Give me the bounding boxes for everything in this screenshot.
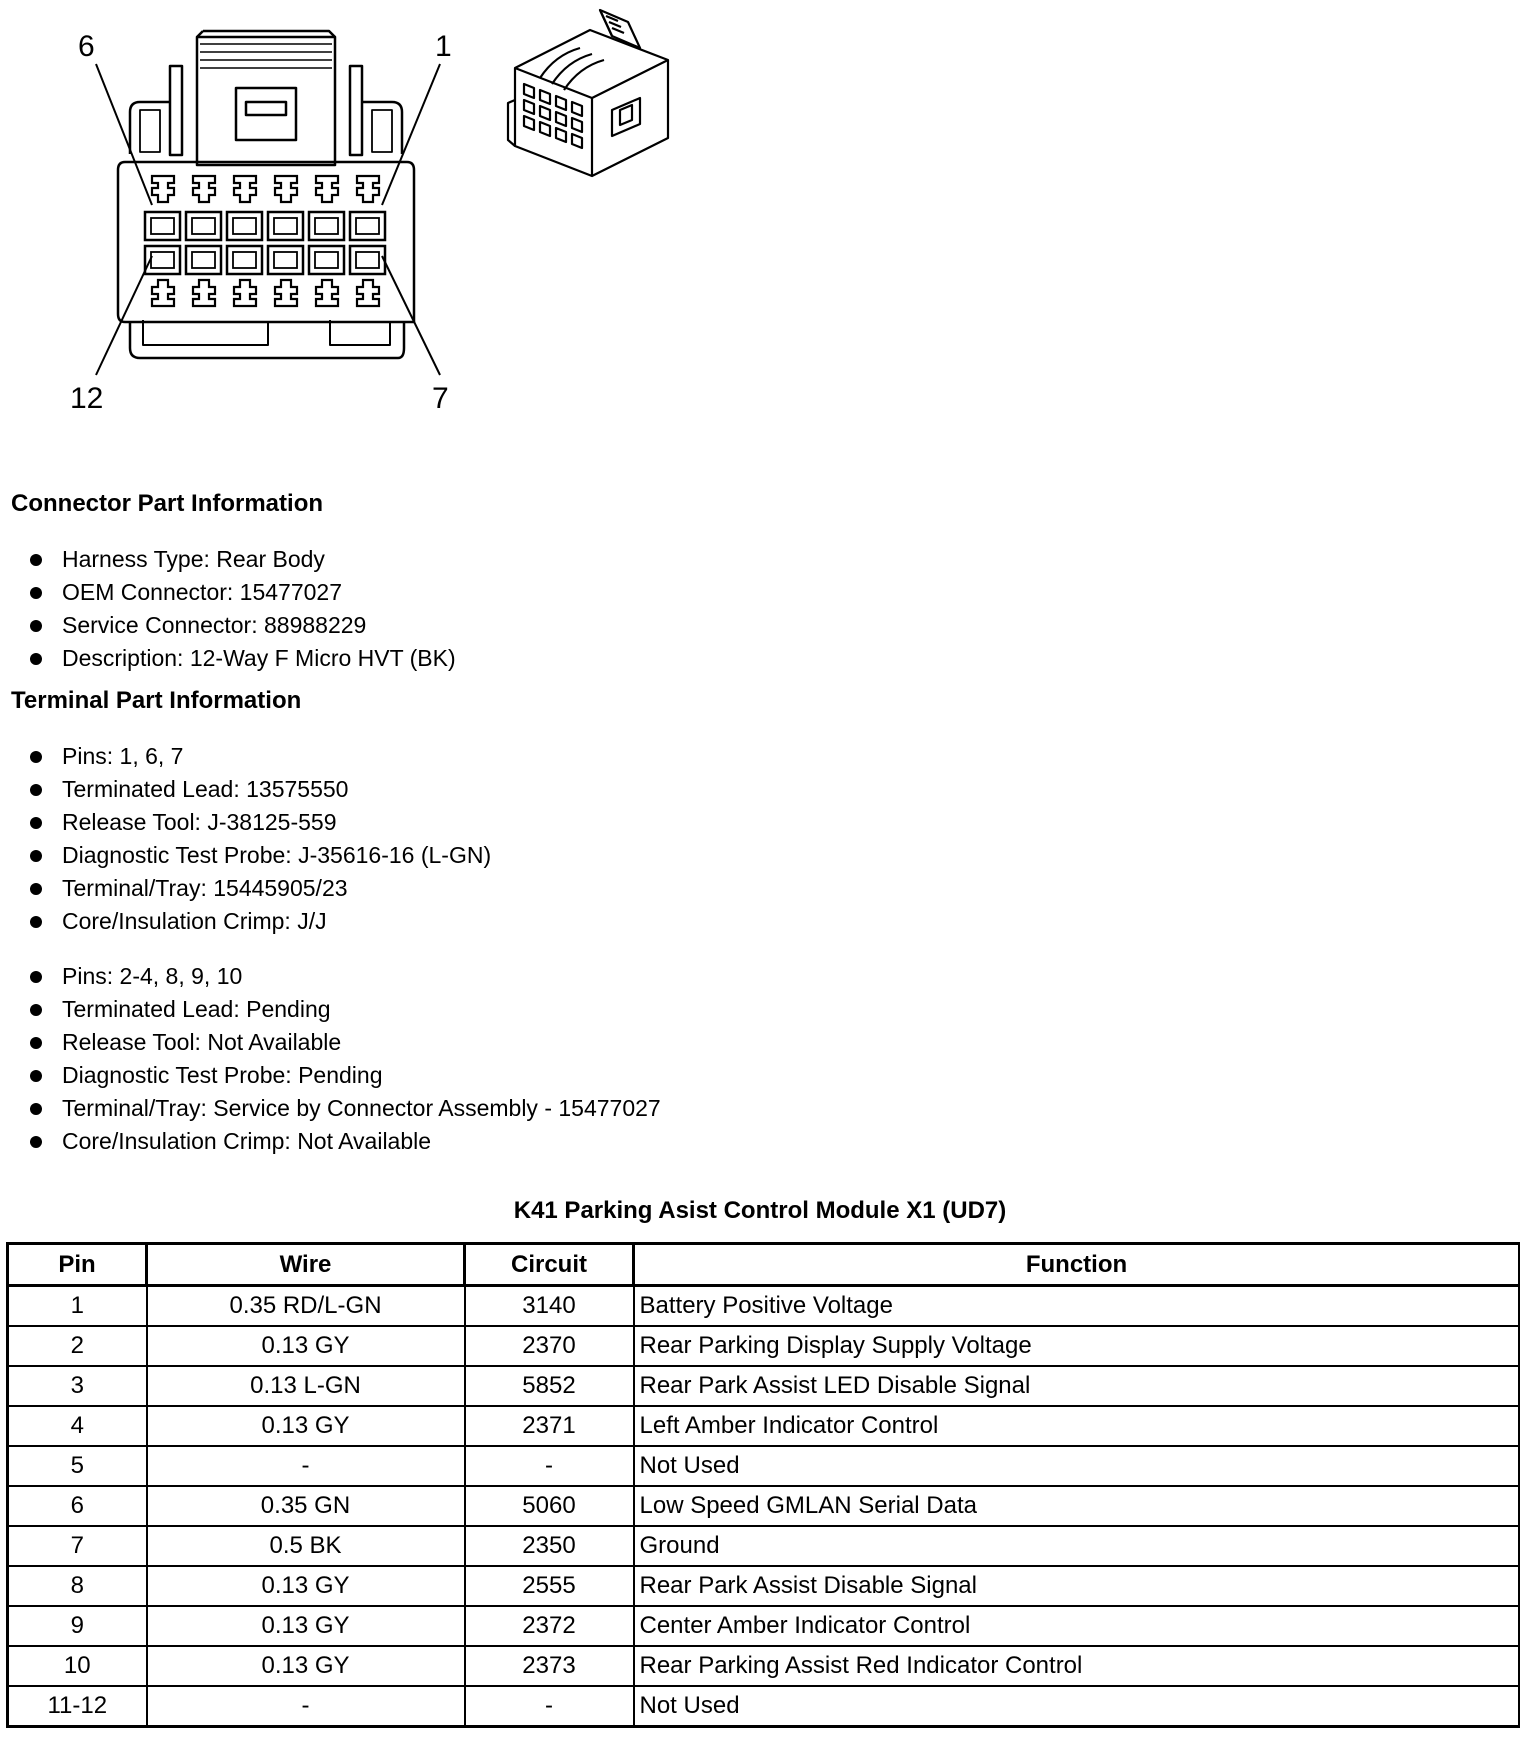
connector-diagram [0, 0, 760, 440]
connector-part-info-list [28, 543, 456, 675]
pin-label-6: 6 [78, 30, 95, 63]
bullet-icon [30, 620, 42, 632]
cell-pin: 6 [8, 1486, 147, 1526]
cell-function: Not Used [634, 1686, 1520, 1727]
terminal-part-info-heading: Terminal Part Information [11, 687, 302, 714]
cell-function: Rear Park Assist Disable Signal [634, 1566, 1520, 1606]
cell-pin: 3 [8, 1366, 147, 1406]
cell-wire: 0.13 GY [147, 1326, 465, 1366]
cell-wire: 0.13 L-GN [147, 1366, 465, 1406]
cell-pin: 5 [8, 1446, 147, 1486]
table-row [8, 1326, 1520, 1366]
cell-function: Not Used [634, 1446, 1520, 1486]
cell-pin: 10 [8, 1646, 147, 1686]
cell-wire: 0.5 BK [147, 1526, 465, 1566]
terminal-part-info-list-1 [28, 740, 491, 938]
pin-label-7: 7 [432, 382, 449, 415]
cell-function: Rear Park Assist LED Disable Signal [634, 1366, 1520, 1406]
cell-wire: 0.13 GY [147, 1646, 465, 1686]
cell-circuit: 2373 [465, 1646, 634, 1686]
cell-wire: - [147, 1686, 465, 1727]
cell-wire: 0.35 GN [147, 1486, 465, 1526]
list-item: Terminated Lead: Pending [28, 993, 661, 1026]
bullet-icon [30, 1037, 42, 1049]
table-row [8, 1366, 1520, 1406]
cell-function: Low Speed GMLAN Serial Data [634, 1486, 1520, 1526]
cell-circuit: 5060 [465, 1486, 634, 1526]
cavity-row-top [145, 212, 385, 240]
bullet-icon [30, 587, 42, 599]
cell-pin: 1 [8, 1286, 147, 1327]
bullet-icon [30, 1004, 42, 1016]
cell-pin: 9 [8, 1606, 147, 1646]
cell-wire: 0.13 GY [147, 1566, 465, 1606]
table-row [8, 1646, 1520, 1686]
table-row [8, 1486, 1520, 1526]
cell-function: Ground [634, 1526, 1520, 1566]
cell-pin: 4 [8, 1406, 147, 1446]
table-row [8, 1566, 1520, 1606]
pin-label-1: 1 [435, 30, 452, 63]
cell-circuit: - [465, 1446, 634, 1486]
cell-function: Battery Positive Voltage [634, 1286, 1520, 1327]
list-item: Pins: 2-4, 8, 9, 10 [28, 960, 661, 993]
cell-wire: 0.35 RD/L-GN [147, 1286, 465, 1327]
cell-circuit: 2371 [465, 1406, 634, 1446]
terminal-part-info-list-2 [28, 960, 661, 1158]
bullet-icon [30, 751, 42, 763]
pin-label-12: 12 [70, 382, 104, 415]
cell-pin: 11-12 [8, 1686, 147, 1727]
list-item: Pins: 1, 6, 7 [28, 740, 491, 773]
table-row [8, 1606, 1520, 1646]
list-item: OEM Connector: 15477027 [28, 576, 456, 609]
table-row [8, 1406, 1520, 1446]
bullet-icon [30, 554, 42, 566]
cell-circuit: 2555 [465, 1566, 634, 1606]
cell-circuit: - [465, 1686, 634, 1727]
list-item: Harness Type: Rear Body [28, 543, 456, 576]
table-header-row [8, 1244, 1520, 1286]
list-item: Terminal/Tray: 15445905/23 [28, 872, 491, 905]
cell-pin: 7 [8, 1526, 147, 1566]
header-circuit: Circuit [465, 1244, 634, 1286]
cell-function: Rear Parking Display Supply Voltage [634, 1326, 1520, 1366]
list-item: Core/Insulation Crimp: Not Available [28, 1125, 661, 1158]
bullet-icon [30, 784, 42, 796]
list-item: Service Connector: 88988229 [28, 609, 456, 642]
list-item: Core/Insulation Crimp: J/J [28, 905, 491, 938]
bullet-icon [30, 653, 42, 665]
table-row [8, 1526, 1520, 1566]
list-item: Diagnostic Test Probe: J-35616-16 (L-GN) [28, 839, 491, 872]
list-item: Diagnostic Test Probe: Pending [28, 1059, 661, 1092]
bullet-icon [30, 1070, 42, 1082]
cell-function: Center Amber Indicator Control [634, 1606, 1520, 1646]
cavity-row-bottom [145, 246, 385, 274]
cell-wire: 0.13 GY [147, 1606, 465, 1646]
bullet-icon [30, 1136, 42, 1148]
table-row [8, 1446, 1520, 1486]
cell-function: Rear Parking Assist Red Indicator Control [634, 1646, 1520, 1686]
list-item: Release Tool: J-38125-559 [28, 806, 491, 839]
list-item: Release Tool: Not Available [28, 1026, 661, 1059]
cell-wire: 0.13 GY [147, 1406, 465, 1446]
bullet-icon [30, 883, 42, 895]
table-row [8, 1286, 1520, 1327]
cell-wire: - [147, 1446, 465, 1486]
cell-circuit: 2350 [465, 1526, 634, 1566]
bullet-icon [30, 1103, 42, 1115]
bullet-icon [30, 817, 42, 829]
cell-circuit: 5852 [465, 1366, 634, 1406]
header-function: Function [634, 1244, 1520, 1286]
list-item: Terminal/Tray: Service by Connector Assembly - 15477027 [28, 1092, 661, 1125]
cell-circuit: 2372 [465, 1606, 634, 1646]
bullet-icon [30, 850, 42, 862]
cell-circuit: 3140 [465, 1286, 634, 1327]
bullet-icon [30, 916, 42, 928]
connector-part-info-heading: Connector Part Information [11, 490, 324, 517]
header-wire: Wire [147, 1244, 465, 1286]
cell-pin: 2 [8, 1326, 147, 1366]
cell-circuit: 2370 [465, 1326, 634, 1366]
list-item: Terminated Lead: 13575550 [28, 773, 491, 806]
pinout-table [6, 1242, 1520, 1728]
bullet-icon [30, 971, 42, 983]
connector-iso-view [508, 10, 668, 176]
table-title: K41 Parking Asist Control Module X1 (UD7) [513, 1197, 1007, 1224]
cell-pin: 8 [8, 1566, 147, 1606]
list-item: Description: 12-Way F Micro HVT (BK) [28, 642, 456, 675]
header-pin: Pin [8, 1244, 147, 1286]
connector-face-drawing [0, 0, 760, 440]
cell-function: Left Amber Indicator Control [634, 1406, 1520, 1446]
table-row [8, 1686, 1520, 1727]
